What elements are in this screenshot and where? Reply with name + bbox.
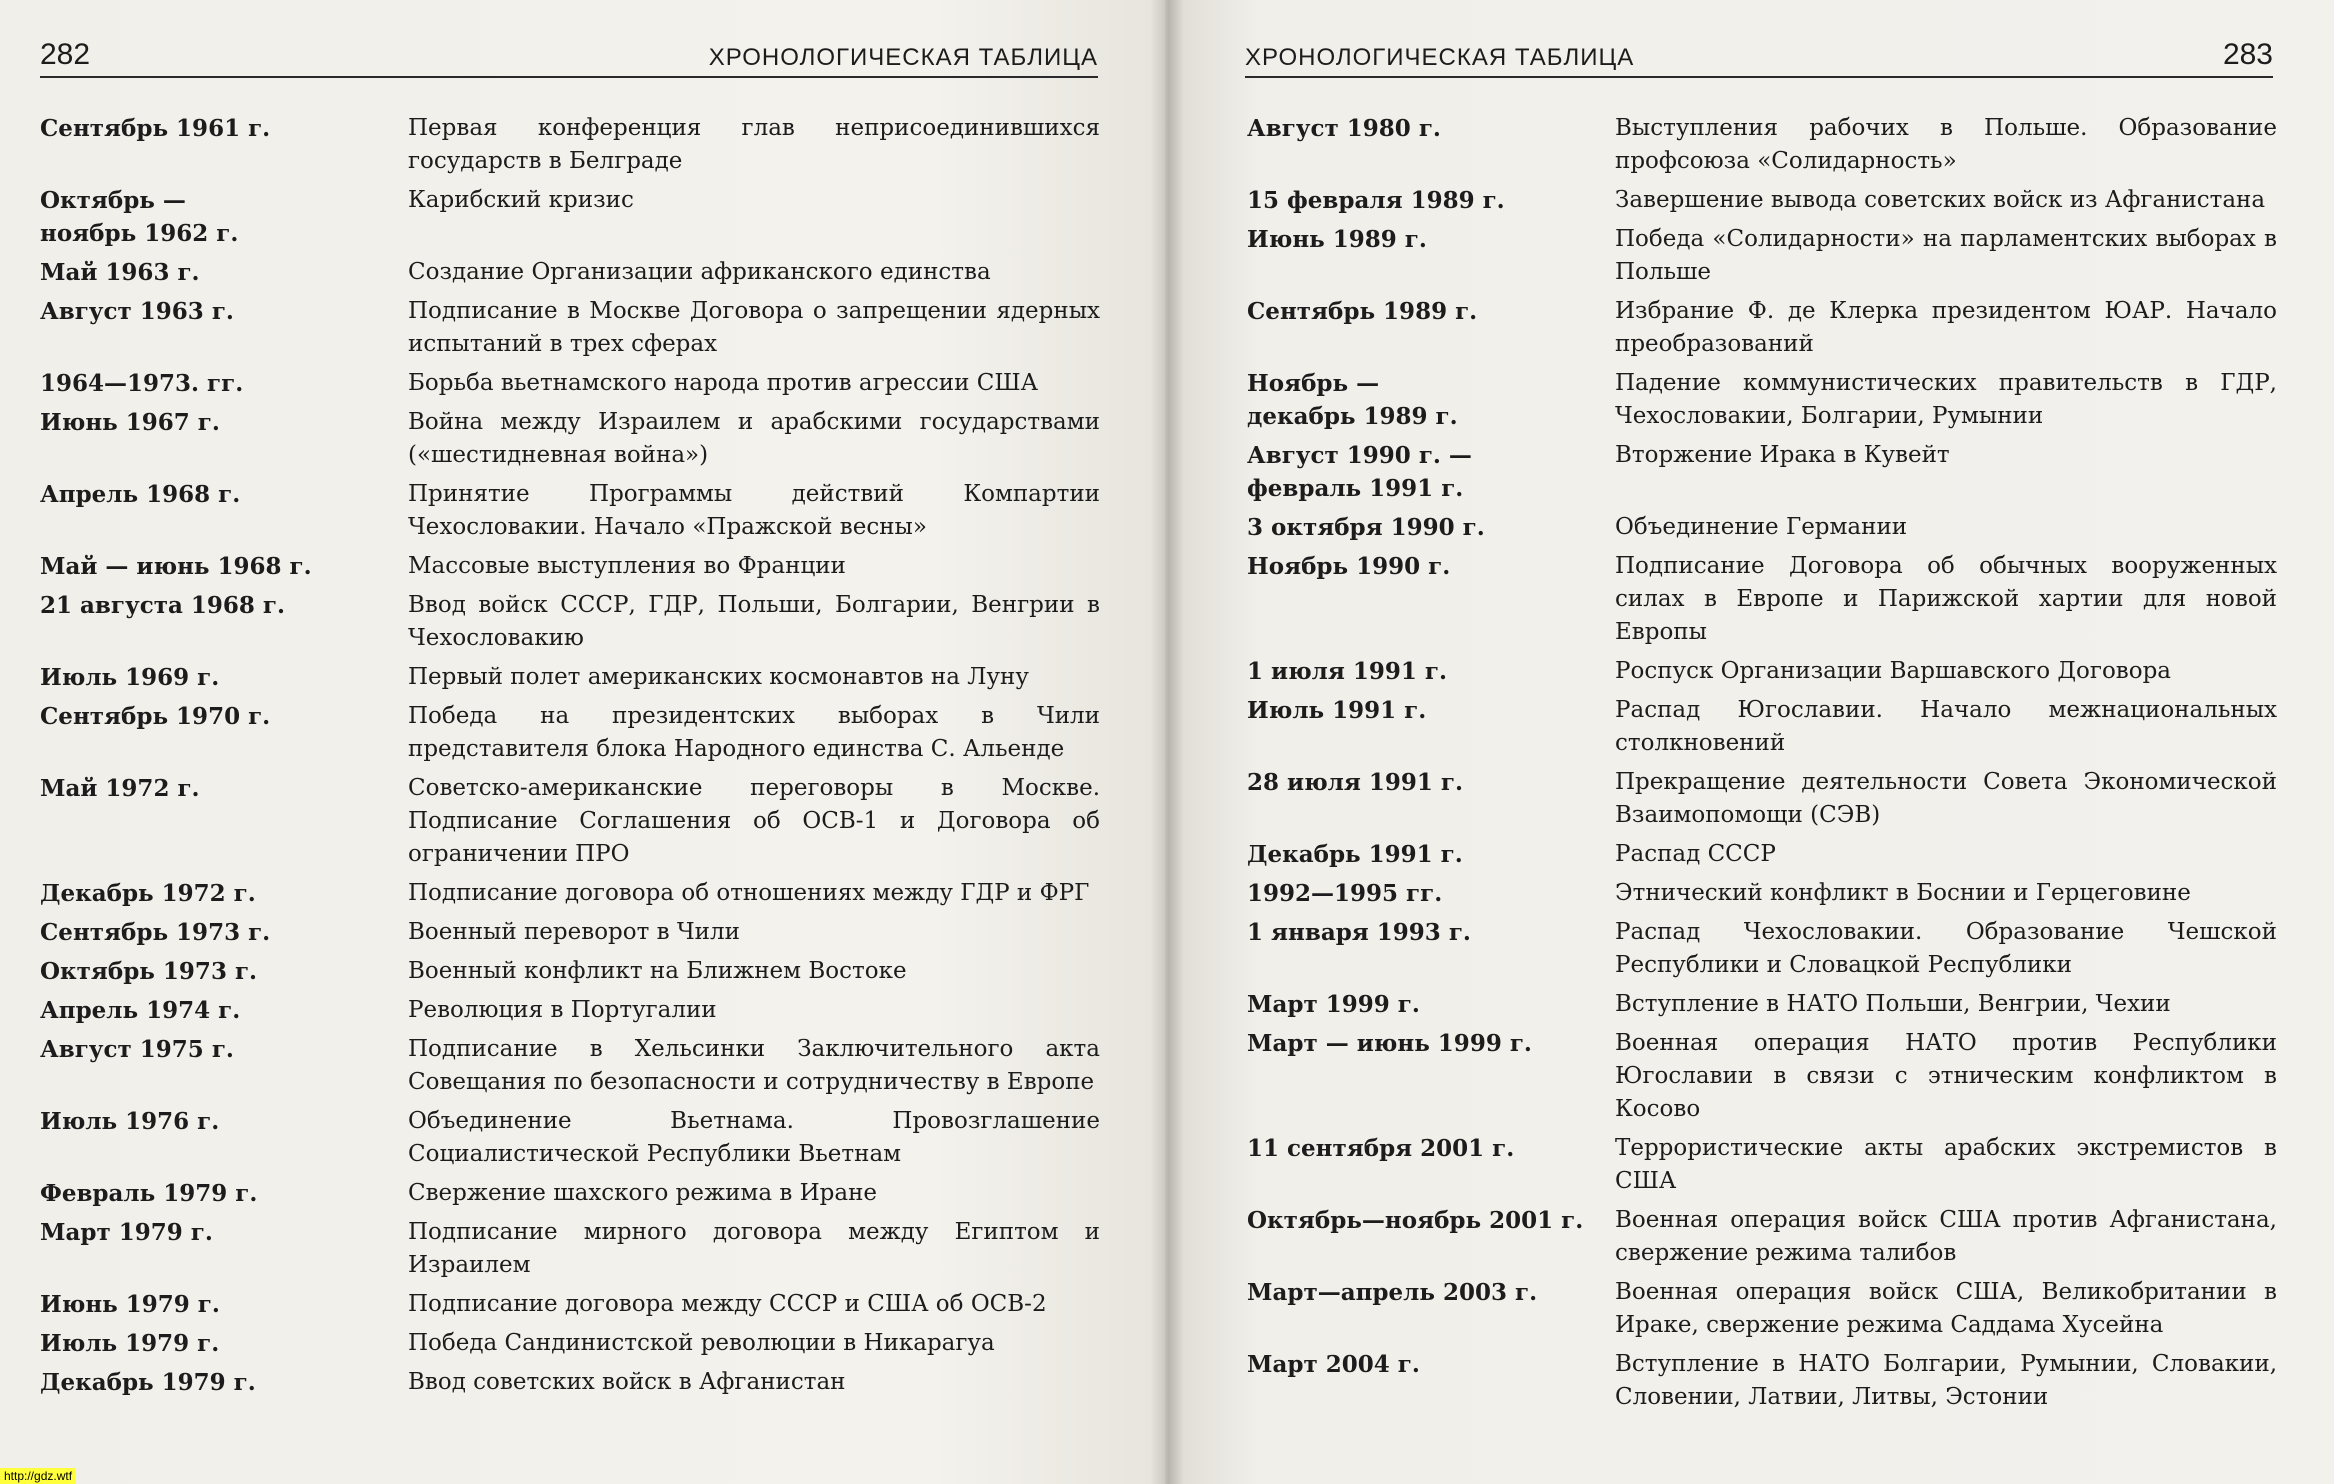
chronology-row <box>40 1288 1100 1321</box>
entry-event: Военный переворот в Чили <box>408 919 740 945</box>
entry-event: Первый полет американских космонавтов на Луну <box>408 664 1029 690</box>
left-page <box>0 0 1165 1484</box>
entry-date: 28 июля 1991 г. <box>1247 769 1463 796</box>
entry-event: Подписание договора между СССР и США об ОСВ-2 <box>408 1291 1047 1317</box>
entry-date: 1964—1973. гг. <box>40 370 244 397</box>
chronology-row <box>1247 916 2277 982</box>
chronology-row <box>40 700 1100 766</box>
entry-event: Победа Сандинистской революции в Никарагуа <box>408 1330 995 1356</box>
chronology-row <box>40 1033 1100 1099</box>
entry-event: Распад Югославии. Начало межнациональных столкновений <box>1615 697 2277 756</box>
entry-event: Подписание Договора об обычных вооруженных силах в Европе и Парижской хартии для новой Европы <box>1615 553 2277 645</box>
entry-event: Объединение Вьетнама. Провозглашение Социалистической Республики Вьетнам <box>408 1108 1100 1167</box>
entry-event: Победа «Солидарности» на парламентских выборах в Польше <box>1615 226 2277 285</box>
entry-event: Советско-американские переговоры в Москве. Подписание Соглашения об ОСВ-1 и Договора об ограничении ПРО <box>408 775 1100 867</box>
entry-date: 15 февраля 1989 г. <box>1247 187 1505 214</box>
entry-date: 1992—1995 гг. <box>1247 880 1443 907</box>
left-running-title: ХРОНОЛОГИЧЕСКАЯ ТАБЛИЦА <box>708 44 1098 71</box>
chronology-row <box>40 1216 1100 1282</box>
chronology-row <box>1247 694 2277 760</box>
chronology-row <box>1247 766 2277 832</box>
entry-event: Первая конференция глав неприсоединившихся государств в Белграде <box>408 115 1100 174</box>
entry-event: Избрание Ф. де Клерка президентом ЮАР. Начало преобразований <box>1615 298 2277 357</box>
entry-date: Июнь 1967 г. <box>40 409 220 436</box>
entry-event: Революция в Португалии <box>408 997 717 1023</box>
chronology-row <box>40 994 1100 1027</box>
chronology-row <box>40 1366 1100 1399</box>
entry-event: Роспуск Организации Варшавского Договора <box>1615 658 2172 684</box>
right-chronology-list <box>1247 112 2277 1420</box>
entry-date: Август 1975 г. <box>40 1036 234 1063</box>
chronology-row <box>1247 838 2277 871</box>
chronology-row <box>1247 223 2277 289</box>
chronology-row <box>1247 112 2277 178</box>
entry-date: Ноябрь — декабрь 1989 г. <box>1247 370 1458 430</box>
entry-date: Декабрь 1972 г. <box>40 880 256 907</box>
chronology-row <box>1247 1348 2277 1414</box>
chronology-row <box>40 661 1100 694</box>
entry-event: Война между Израилем и арабскими государствами («шестидневная война») <box>408 409 1100 468</box>
entry-event: Ввод войск СССР, ГДР, Польши, Болгарии, Венгрии в Чехословакию <box>408 592 1100 651</box>
entry-event: Военный конфликт на Ближнем Востоке <box>408 958 907 984</box>
chronology-row <box>40 295 1100 361</box>
right-page <box>1165 0 2334 1484</box>
entry-event: Военная операция войск США, Великобритании в Ираке, свержение режима Саддама Хусейна <box>1615 1279 2277 1338</box>
entry-event: Вступление в НАТО Польши, Венгрии, Чехии <box>1615 991 2171 1017</box>
chronology-row <box>1247 1276 2277 1342</box>
entry-event: Создание Организации африканского единства <box>408 259 991 285</box>
entry-event: Подписание в Хельсинки Заключительного акта Совещания по безопасности и сотрудничеству в Европе <box>408 1036 1100 1095</box>
entry-date: Март—апрель 2003 г. <box>1247 1279 1538 1306</box>
chronology-row <box>40 772 1100 871</box>
chronology-row <box>1247 1204 2277 1270</box>
entry-date: Май 1972 г. <box>40 775 200 802</box>
chronology-row <box>40 184 1100 250</box>
entry-event: Ввод советских войск в Афганистан <box>408 1369 846 1395</box>
entry-date: Сентябрь 1961 г. <box>40 115 271 142</box>
entry-event: Военная операция войск США против Афганистана, свержение режима талибов <box>1615 1207 2277 1266</box>
entry-date: Июнь 1979 г. <box>40 1291 220 1318</box>
chronology-row <box>40 877 1100 910</box>
left-chronology-list <box>40 112 1100 1405</box>
entry-date: Сентябрь 1989 г. <box>1247 298 1478 325</box>
chronology-row <box>1247 295 2277 361</box>
chronology-row <box>40 112 1100 178</box>
entry-date: 11 сентября 2001 г. <box>1247 1135 1515 1162</box>
entry-date: Октябрь—ноябрь 2001 г. <box>1247 1207 1584 1234</box>
entry-event: Распад Чехословакии. Образование Чешской Республики и Словацкой Республики <box>1615 919 2277 978</box>
chronology-row <box>1247 1132 2277 1198</box>
right-running-title: ХРОНОЛОГИЧЕСКАЯ ТАБЛИЦА <box>1245 44 1635 71</box>
chronology-row <box>40 1327 1100 1360</box>
chronology-row <box>40 589 1100 655</box>
entry-date: Июль 1991 г. <box>1247 697 1427 724</box>
entry-date: Декабрь 1979 г. <box>40 1369 256 1396</box>
entry-date: Август 1963 г. <box>40 298 234 325</box>
chronology-row <box>40 256 1100 289</box>
entry-date: Март 1999 г. <box>1247 991 1420 1018</box>
entry-event: Свержение шахского режима в Иране <box>408 1180 878 1206</box>
chronology-row <box>1247 877 2277 910</box>
chronology-row <box>1247 367 2277 433</box>
chronology-row <box>40 955 1100 988</box>
chronology-row <box>1247 988 2277 1021</box>
entry-date: Июнь 1989 г. <box>1247 226 1427 253</box>
entry-event: Выступления рабочих в Польше. Образование профсоюза «Солидарность» <box>1615 115 2277 174</box>
entry-event: Подписание в Москве Договора о запрещении ядерных испытаний в трех сферах <box>408 298 1100 357</box>
entry-date: Март — июнь 1999 г. <box>1247 1030 1532 1057</box>
chronology-row <box>40 1177 1100 1210</box>
entry-date: Май 1963 г. <box>40 259 200 286</box>
entry-event: Принятие Программы действий Компартии Чехословакии. Начало «Пражской весны» <box>408 481 1100 540</box>
entry-date: Март 2004 г. <box>1247 1351 1420 1378</box>
entry-date: Август 1990 г. — февраль 1991 г. <box>1247 442 1472 502</box>
watermark-url: http://gdz.wtf <box>0 1468 76 1484</box>
chronology-row <box>40 550 1100 583</box>
entry-date: Июль 1969 г. <box>40 664 220 691</box>
entry-event: Подписание договора об отношениях между ГДР и ФРГ <box>408 880 1090 906</box>
entry-date: Октябрь 1973 г. <box>40 958 258 985</box>
left-page-number: 282 <box>40 38 91 71</box>
entry-date: Октябрь — ноябрь 1962 г. <box>40 187 239 247</box>
entry-date: 3 октября 1990 г. <box>1247 514 1485 541</box>
chronology-row <box>40 478 1100 544</box>
chronology-row <box>1247 184 2277 217</box>
entry-event: Завершение вывода советских войск из Афганистана <box>1615 187 2266 213</box>
entry-event: Подписание мирного договора между Египтом и Израилем <box>408 1219 1100 1278</box>
entry-date: 21 августа 1968 г. <box>40 592 286 619</box>
chronology-row <box>40 406 1100 472</box>
right-page-number: 283 <box>2222 38 2273 71</box>
entry-event: Террористические акты арабских экстремистов в США <box>1615 1135 2277 1194</box>
right-page-header <box>1245 34 2273 78</box>
entry-date: Август 1980 г. <box>1247 115 1441 142</box>
chronology-row <box>1247 655 2277 688</box>
entry-date: Июль 1976 г. <box>40 1108 220 1135</box>
entry-event: Военная операция НАТО против Республики Югославии в связи с этническим конфликтом в Косово <box>1615 1030 2277 1122</box>
entry-event: Этнический конфликт в Боснии и Герцеговине <box>1615 880 2191 906</box>
entry-date: Апрель 1974 г. <box>40 997 241 1024</box>
chronology-row <box>40 1105 1100 1171</box>
left-page-header <box>40 34 1098 78</box>
chronology-row <box>1247 1027 2277 1126</box>
entry-event: Прекращение деятельности Совета Экономической Взаимопомощи (СЭВ) <box>1615 769 2277 828</box>
entry-date: Февраль 1979 г. <box>40 1180 258 1207</box>
entry-event: Борьба вьетнамского народа против агрессии США <box>408 370 1039 396</box>
entry-date: Апрель 1968 г. <box>40 481 241 508</box>
chronology-row <box>40 916 1100 949</box>
entry-event: Вторжение Ирака в Кувейт <box>1615 442 1950 468</box>
entry-event: Массовые выступления во Франции <box>408 553 846 579</box>
entry-event: Падение коммунистических правительств в ГДР, Чехословакии, Болгарии, Румынии <box>1615 370 2277 429</box>
entry-date: 1 января 1993 г. <box>1247 919 1471 946</box>
chronology-row <box>1247 511 2277 544</box>
entry-date: Сентябрь 1973 г. <box>40 919 271 946</box>
chronology-row <box>40 367 1100 400</box>
entry-event: Вступление в НАТО Болгарии, Румынии, Словакии, Словении, Латвии, Литвы, Эстонии <box>1615 1351 2277 1410</box>
chronology-row <box>1247 550 2277 649</box>
entry-event: Карибский кризис <box>408 187 634 213</box>
entry-date: Декабрь 1991 г. <box>1247 841 1463 868</box>
entry-event: Победа на президентских выборах в Чили представителя блока Народного единства С. Альенде <box>408 703 1100 762</box>
entry-date: Июль 1979 г. <box>40 1330 220 1357</box>
chronology-row <box>1247 439 2277 505</box>
book-gutter <box>1150 0 1184 1484</box>
entry-date: Сентябрь 1970 г. <box>40 703 271 730</box>
entry-event: Объединение Германии <box>1615 514 1908 540</box>
entry-date: 1 июля 1991 г. <box>1247 658 1447 685</box>
entry-event: Распад СССР <box>1615 841 1776 867</box>
entry-date: Ноябрь 1990 г. <box>1247 553 1451 580</box>
entry-date: Май — июнь 1968 г. <box>40 553 312 580</box>
entry-date: Март 1979 г. <box>40 1219 213 1246</box>
